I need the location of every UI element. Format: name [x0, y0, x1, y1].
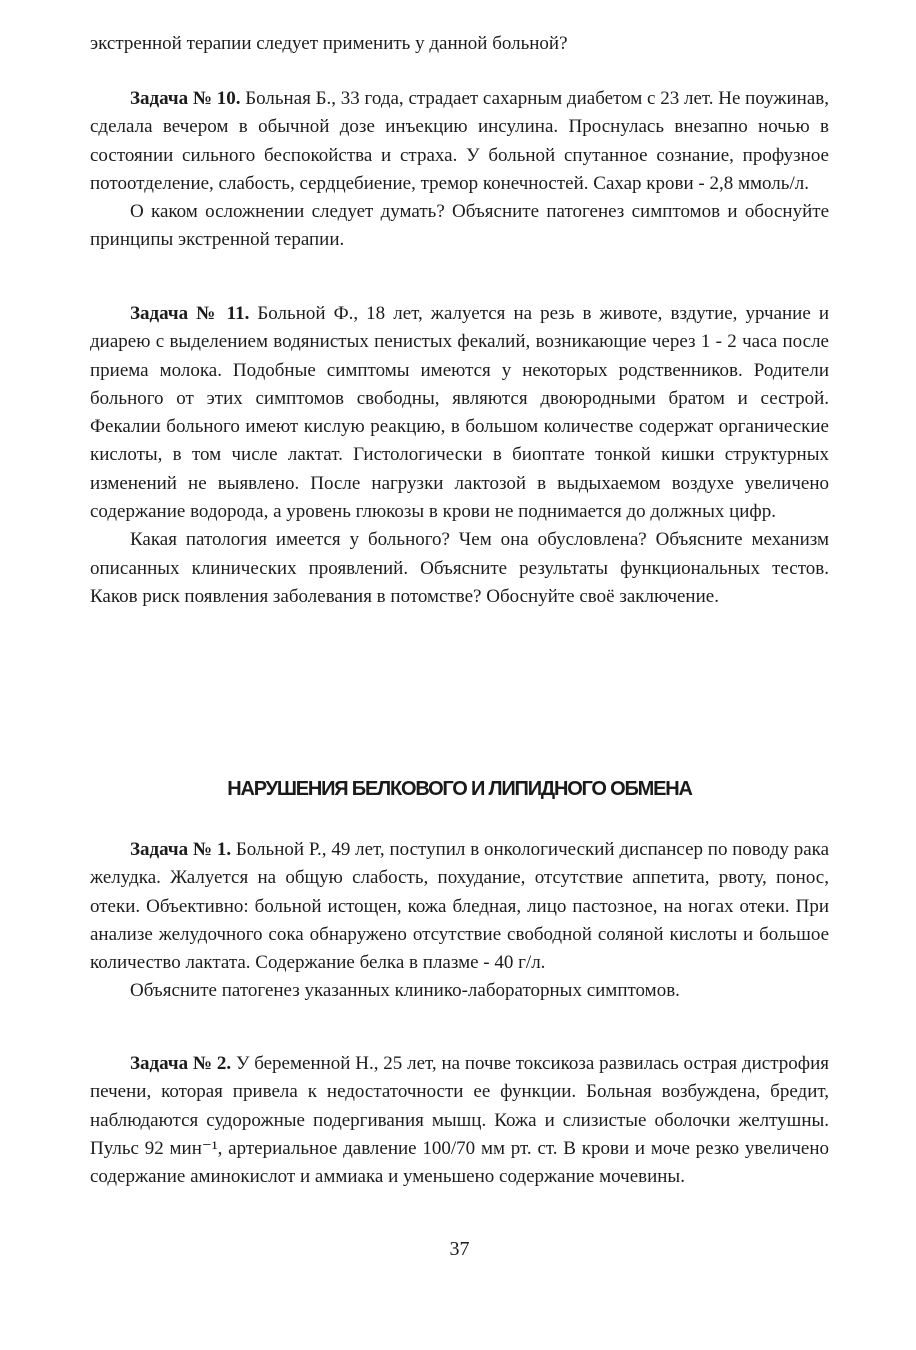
task-1-body — [90, 836, 829, 977]
task-11 — [90, 300, 829, 611]
task-2-body — [90, 1050, 829, 1191]
task-1-question: Объясните патогенез указанных клинико-лабораторных симптомов. — [130, 980, 680, 1002]
continuation-text: экстренной терапии следует применить у данной больной? — [90, 33, 568, 54]
page-number: 37 — [449, 1238, 470, 1260]
task-1-label: Задача № 1. — [130, 839, 232, 860]
section-heading: НАРУШЕНИЯ БЕЛКОВОГО И ЛИПИДНОГО ОБМЕНА — [227, 778, 692, 800]
task-2-text: У беременной Н., 25 лет, на почве токсикоза развилась острая дистрофия печени, которая привела к недостаточности ее функции. Больная возбуждена, бредит, наблюдаются судорожные подергивания мышц. Кожа и слизистые оболочки желтушны. Пульс 92 мин⁻¹, артериальное давление 100/70 мм рт. ст. В крови и моче резко увеличено содержание аминокислот и аммиака и уменьшено содержание мочевины. — [90, 1053, 829, 1188]
task-2-label: Задача № 2. — [130, 1053, 232, 1074]
task-10-text: Больная Б., 33 года, страдает сахарным диабетом с 23 лет. Не поужинав, сделала вечером в обычной дозе инъекцию инсулина. Проснулась внезапно ночью в состоянии сильного беспокойства и страха. У больной спутанное сознание, профузное потоотделение, слабость, сердцебиение, тремор конечностей. Сахар крови - 2,8 ммоль/л. — [90, 88, 829, 194]
task-2 — [90, 1050, 829, 1191]
task-11-question: Какая патология имеется у больного? Чем она обусловлена? Объясните механизм описанных клинических проявлений. Объясните результаты функциональных тестов. Каков риск появления заболевания в потомстве? Обоснуйте своё заключение. — [90, 529, 829, 607]
task-1-text: Больной Р., 49 лет, поступил в онкологический диспансер по поводу рака желудка. Жалуется на общую слабость, похудание, отсутствие аппетита, рвоту, понос, отеки. Объективно: больной истощен, кожа бледная, лицо пастозное, на ногах отеки. При анализе желудочного сока обнаружено отсутствие свободной соляной кислоты и большое количество лактата. Содержание белка в плазме - 40 г/л. — [90, 839, 830, 974]
continuation-block — [90, 30, 829, 58]
task-1 — [90, 836, 829, 1006]
task-10-label: Задача № 10. — [130, 88, 241, 109]
task-10 — [90, 85, 829, 255]
task-11-label: Задача № 11. — [130, 303, 250, 324]
task-10-body — [90, 85, 829, 198]
task-11-body — [90, 300, 829, 526]
task-11-text: Больной Ф., 18 лет, жалуется на резь в животе, вздутие, урчание и диарею с выделением водянистых пенистых фекалий, возникающие через 1 - 2 часа после приема молока. Подобные симптомы имеются у некоторых родственников. Родители больного от этих симптомов свободны, являются двоюродными братом и сестрой. Фекалии больного имеют кислую реакцию, в большом количестве содержат органические кислоты, в том числе лактат. Гистологически в биоптате тонкой кишки структурных изменений не выявлено. После нагрузки лактозой в выдыхаемом воздухе увеличено содержание водорода, а уровень глюкозы в крови не поднимается до должных цифр. — [90, 303, 830, 523]
task-10-question: О каком осложнении следует думать? Объясните патогенез симптомов и обоснуйте принципы экстренной терапии. — [90, 201, 829, 251]
